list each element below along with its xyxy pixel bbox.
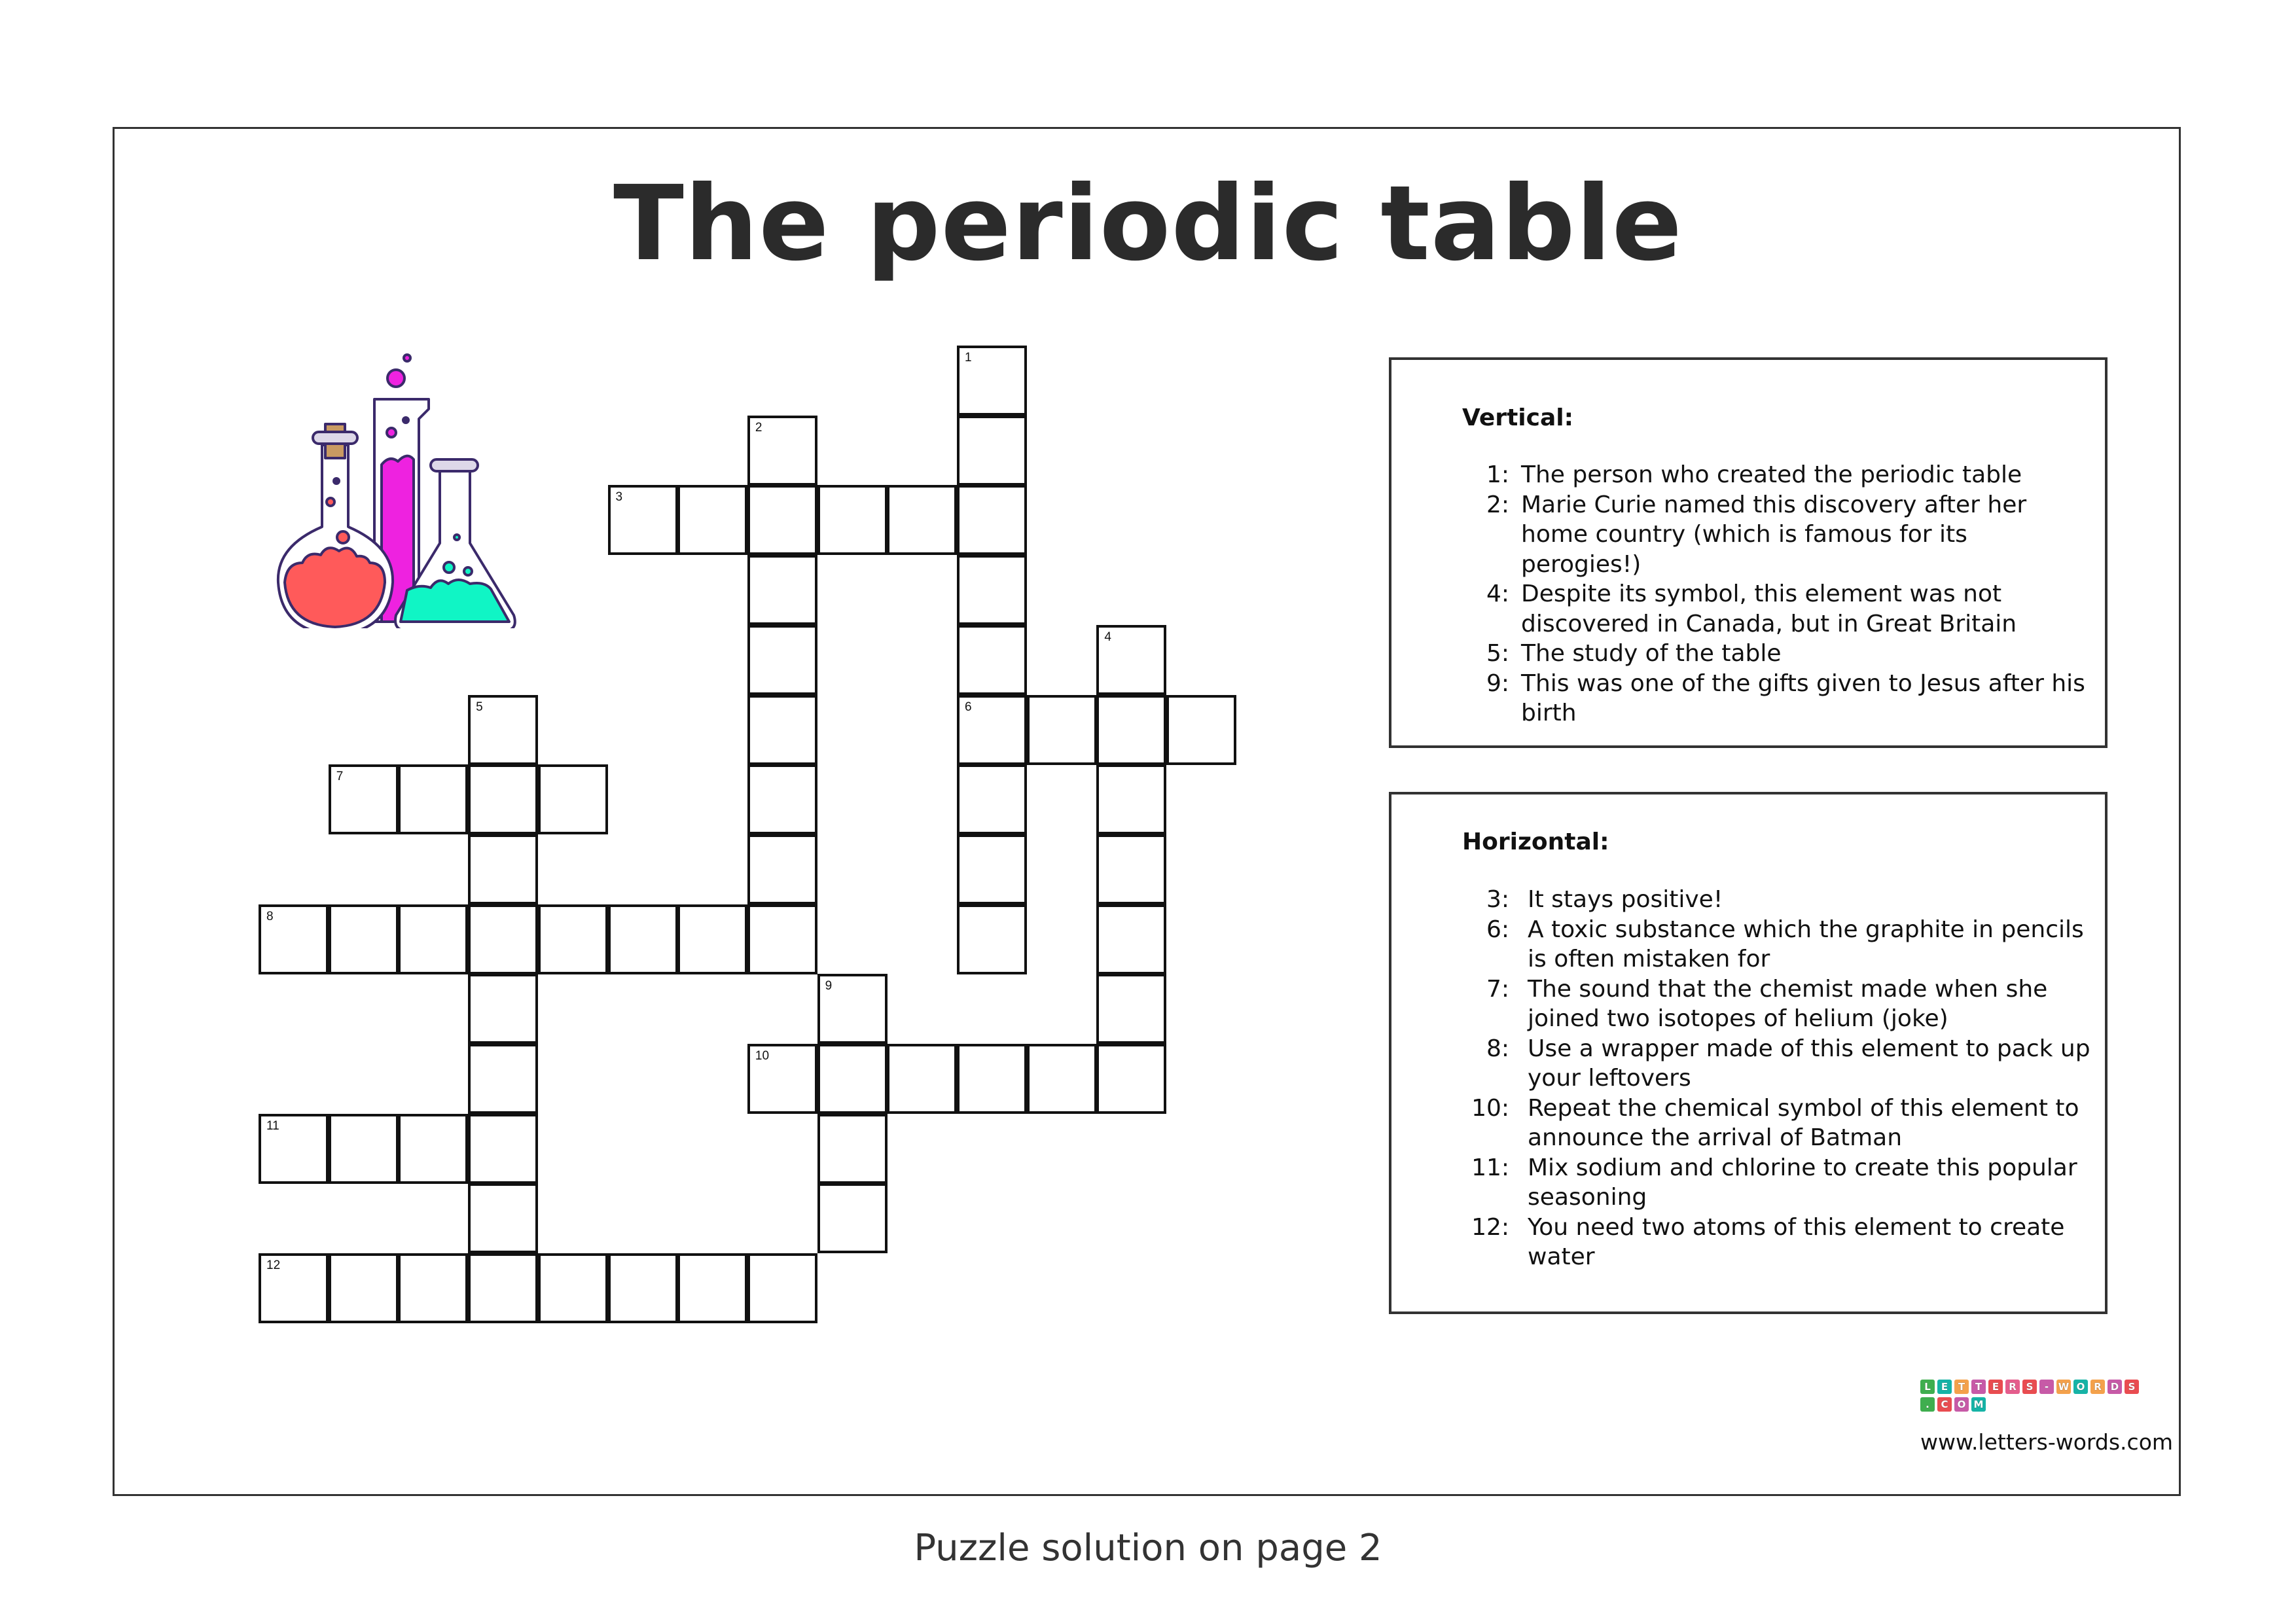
crossword-cell[interactable]	[1027, 695, 1097, 765]
clue-text: This was one of the gifts given to Jesus after his birth	[1521, 669, 2085, 726]
cell-number: 2	[755, 420, 762, 435]
logo-tile: S	[2022, 1380, 2037, 1394]
logo-tile: T	[1971, 1380, 1986, 1394]
clue-number: 6:	[1486, 916, 1509, 943]
cell-number: 3	[615, 490, 623, 505]
clue-item	[1470, 1094, 2092, 1153]
cell-number: 1	[965, 351, 972, 365]
logo-tile: M	[1971, 1397, 1986, 1412]
crossword-cell[interactable]	[608, 904, 678, 974]
crossword-cell[interactable]	[747, 904, 817, 974]
clue-number: 8:	[1486, 1035, 1509, 1062]
vertical-heading: Vertical:	[1462, 404, 1573, 431]
logo-tile: E	[1988, 1380, 2003, 1394]
clue-item	[1470, 1213, 2092, 1272]
cell-number: 8	[266, 909, 274, 923]
logo-tile: R	[2090, 1380, 2105, 1394]
cell-number: 5	[476, 700, 483, 714]
logo-tile: R	[2005, 1380, 2020, 1394]
crossword-cell[interactable]	[259, 1114, 329, 1184]
crossword-cell[interactable]	[957, 695, 1027, 765]
crossword-cell[interactable]	[468, 695, 538, 765]
clue-text: The study of the table	[1521, 640, 1782, 667]
clue-text: Use a wrapper made of this element to pack up your leftovers	[1528, 1035, 2090, 1092]
horizontal-clues-box	[1389, 792, 2108, 1314]
crossword-cell[interactable]	[747, 485, 817, 555]
cell-number: 9	[825, 979, 833, 993]
crossword-cell[interactable]	[468, 764, 538, 834]
crossword-cell[interactable]	[747, 764, 817, 834]
clue-text: Despite its symbol, this element was not discovered in Canada, but in Great Britain	[1521, 580, 2017, 637]
crossword-cell[interactable]	[957, 625, 1027, 695]
clue-item	[1470, 460, 2092, 490]
crossword-cell[interactable]	[259, 904, 329, 974]
crossword-cell[interactable]	[1027, 1044, 1097, 1114]
crossword-cell[interactable]	[957, 904, 1027, 974]
clue-number: 5:	[1486, 640, 1509, 667]
crossword-cell[interactable]	[1096, 1044, 1166, 1114]
clue-number: 7:	[1486, 975, 1509, 1003]
clue-number: 12:	[1471, 1213, 1509, 1241]
logo-tile: W	[2056, 1380, 2071, 1394]
logo-tile: C	[1937, 1397, 1952, 1412]
clue-text: A toxic substance which the graphite in pencils is often mistaken for	[1528, 916, 2084, 972]
clue-item	[1470, 915, 2092, 974]
clue-item	[1470, 885, 2092, 915]
clue-number: 3:	[1486, 886, 1509, 913]
logo-tile: O	[2073, 1380, 2088, 1394]
clue-text: Mix sodium and chlorine to create this popular seasoning	[1528, 1154, 2077, 1211]
clue-item	[1470, 1034, 2092, 1094]
crossword-cell[interactable]	[957, 764, 1027, 834]
crossword-cell[interactable]	[817, 1114, 888, 1184]
crossword-cell[interactable]	[747, 555, 817, 625]
crossword-cell[interactable]	[398, 904, 468, 974]
clue-number: 1:	[1486, 461, 1509, 488]
cell-number: 7	[336, 770, 344, 784]
solution-note: Puzzle solution on page 2	[914, 1527, 1382, 1569]
horizontal-clue-list	[1470, 885, 2092, 1272]
clue-item	[1470, 974, 2092, 1034]
logo-tile: E	[1937, 1380, 1952, 1394]
logo-tile: -	[2039, 1380, 2054, 1394]
clue-item	[1470, 579, 2092, 639]
clue-number: 11:	[1471, 1154, 1509, 1181]
clue-text: Repeat the chemical symbol of this element to announce the arrival of Batman	[1528, 1094, 2079, 1151]
cell-number: 11	[266, 1118, 279, 1133]
cell-number: 4	[1104, 630, 1111, 644]
crossword-cell[interactable]	[329, 1114, 399, 1184]
logo-tile: T	[1954, 1380, 1969, 1394]
clue-number: 10:	[1471, 1094, 1509, 1122]
logo-tile: D	[2108, 1380, 2122, 1394]
crossword-cell[interactable]	[1096, 764, 1166, 834]
crossword-cell[interactable]	[608, 485, 678, 555]
clue-item	[1470, 1153, 2092, 1213]
crossword-cell[interactable]	[398, 1114, 468, 1184]
clue-text: It stays positive!	[1528, 886, 1723, 913]
crossword-cell[interactable]	[747, 1253, 817, 1323]
logo-tile: .	[1920, 1397, 1935, 1412]
crossword-cell[interactable]	[677, 485, 747, 555]
crossword-cell[interactable]	[747, 625, 817, 695]
crossword-cell[interactable]	[1166, 695, 1236, 765]
clue-text: The sound that the chemist made when she joined two isotopes of helium (joke)	[1528, 975, 2048, 1032]
crossword-cell[interactable]	[957, 346, 1027, 416]
crossword-cell[interactable]	[468, 834, 538, 904]
crossword-cell[interactable]	[957, 1044, 1027, 1114]
crossword-cell[interactable]	[398, 1253, 468, 1323]
crossword-cell[interactable]	[817, 1183, 888, 1253]
clue-item	[1470, 490, 2092, 580]
crossword-cell[interactable]	[538, 904, 608, 974]
crossword-cell[interactable]	[468, 974, 538, 1044]
crossword-cell[interactable]	[747, 834, 817, 904]
crossword-cell[interactable]	[747, 1044, 817, 1114]
crossword-cell[interactable]	[468, 1253, 538, 1323]
crossword-cell[interactable]	[817, 974, 888, 1044]
crossword-cell[interactable]	[468, 904, 538, 974]
crossword-cell[interactable]	[887, 485, 957, 555]
cell-number: 6	[965, 700, 972, 714]
crossword-cell[interactable]	[957, 416, 1027, 486]
crossword-cell[interactable]	[608, 1253, 678, 1323]
crossword-cell[interactable]	[468, 1044, 538, 1114]
vertical-clue-list	[1470, 460, 2092, 728]
clue-item	[1470, 639, 2092, 669]
page-title: The periodic table	[613, 164, 1683, 284]
clue-number: 9:	[1486, 669, 1509, 697]
crossword-cell[interactable]	[1096, 974, 1166, 1044]
logo-tile: O	[1954, 1397, 1969, 1412]
horizontal-heading: Horizontal:	[1462, 829, 1609, 855]
website-link[interactable]: www.letters-words.com	[1920, 1429, 2174, 1455]
crossword-cell[interactable]	[817, 1044, 888, 1114]
crossword-cell[interactable]	[1096, 904, 1166, 974]
crossword-cell[interactable]	[468, 1114, 538, 1184]
clue-number: 4:	[1486, 580, 1509, 607]
clue-text: The person who created the periodic table	[1521, 461, 2022, 488]
logo-tile: S	[2125, 1380, 2139, 1394]
crossword-cell[interactable]	[329, 764, 399, 834]
crossword-cell[interactable]	[468, 1183, 538, 1253]
crossword-cell[interactable]	[817, 485, 888, 555]
logo-tile: L	[1920, 1380, 1935, 1394]
crossword-cell[interactable]	[957, 834, 1027, 904]
chemistry-flasks-icon	[262, 347, 517, 628]
crossword-cell[interactable]	[1096, 625, 1166, 695]
crossword-cell[interactable]	[1096, 695, 1166, 765]
crossword-cell[interactable]	[677, 1253, 747, 1323]
crossword-cell[interactable]	[329, 904, 399, 974]
clue-text: Marie Curie named this discovery after her home country (which is famous for its perogies!)	[1521, 491, 2027, 578]
crossword-cell[interactable]	[398, 764, 468, 834]
vertical-clues-box	[1389, 357, 2108, 748]
letters-words-logo	[1920, 1380, 2142, 1415]
crossword-cell[interactable]	[747, 695, 817, 765]
clue-number: 2:	[1486, 491, 1509, 518]
crossword-cell[interactable]	[957, 485, 1027, 555]
crossword-cell[interactable]	[538, 1253, 608, 1323]
crossword-cell[interactable]	[887, 1044, 957, 1114]
crossword-cell[interactable]	[1096, 834, 1166, 904]
crossword-cell[interactable]	[259, 1253, 329, 1323]
crossword-cell[interactable]	[957, 555, 1027, 625]
crossword-cell[interactable]	[329, 1253, 399, 1323]
clue-text: You need two atoms of this element to create water	[1528, 1213, 2065, 1270]
cell-number: 10	[755, 1049, 770, 1063]
crossword-cell[interactable]	[538, 764, 608, 834]
crossword-cell[interactable]	[747, 416, 817, 486]
clue-item	[1470, 669, 2092, 728]
cell-number: 12	[266, 1258, 281, 1273]
crossword-cell[interactable]	[677, 904, 747, 974]
